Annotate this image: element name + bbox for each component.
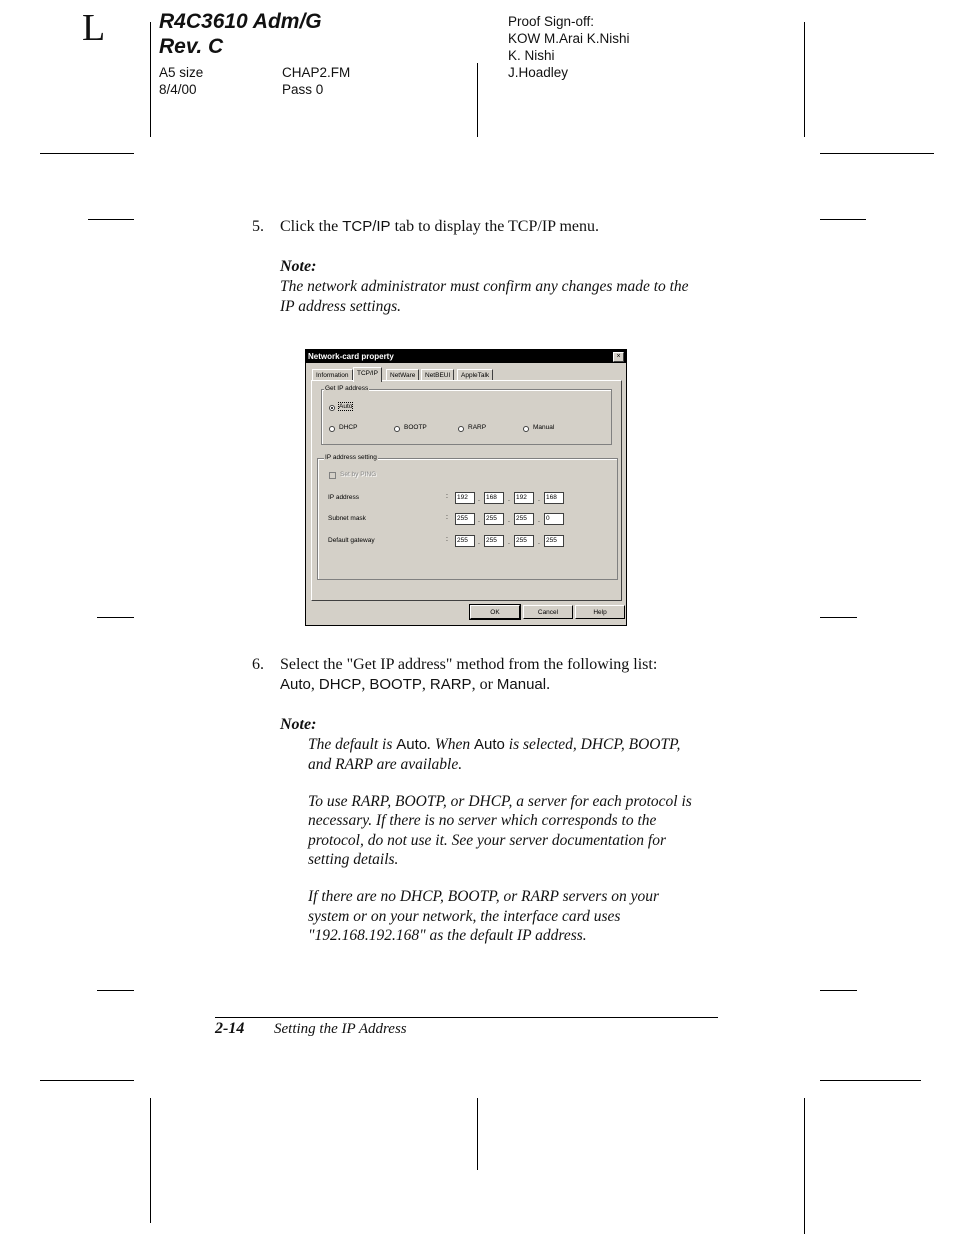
radio-label-bootp: BOOTP [404,424,427,431]
radio-rarp[interactable] [458,426,464,432]
proof-line: KOW M.Arai K.Nishi [508,31,630,46]
step-text: Click the [280,218,343,235]
running-footer: Setting the IP Address [274,1021,407,1037]
step-number: 6. [252,656,264,673]
tab-netbeui[interactable]: NetBEUI [421,369,454,381]
gateway-octet-input[interactable]: 255 [455,535,475,547]
term-dhcp: DHCP [318,676,362,693]
tcpip-panel [311,380,622,601]
ip-address-label: IP address [328,494,359,501]
note-line: IP address settings. [280,297,401,315]
subnet-octet-input[interactable]: 255 [484,513,504,525]
page-size: A5 size [159,65,204,80]
note-body [280,277,689,316]
note-line: To use RARP, BOOTP, or DHCP, a server for each protocol is [308,792,692,810]
step-line: Select the "Get IP address" method from the following list: [280,656,658,673]
tab-appletalk[interactable]: AppleTalk [457,369,493,381]
note-line: system or on your network, the interface card uses [308,907,621,925]
step-line [280,675,657,695]
ip-octet-input[interactable]: 168 [484,492,504,504]
tab-netware[interactable]: NetWare [386,369,419,381]
term-manual: Manual [496,676,547,693]
proof-line: K. Nishi [508,48,555,63]
gateway-octet-input[interactable]: 255 [544,535,564,547]
note-text: is selected, DHCP, BOOTP, [504,736,681,753]
note-body [308,735,692,946]
get-ip-group [321,389,612,445]
separator: , [421,676,430,693]
radio-auto[interactable] [329,405,335,411]
radio-bootp[interactable] [394,426,400,432]
default-gateway-label: Default gateway [328,537,375,544]
note-text: . When [427,736,475,753]
colon: : [446,536,448,543]
tab-information[interactable]: Information [312,369,353,381]
crop-mark [150,1098,151,1223]
note-line: The network administrator must confirm any changes made to the [280,278,689,295]
dot-separator: . [478,517,480,524]
pass-number: Pass 0 [282,82,324,97]
note-text: The default is [308,736,397,753]
group-label: Get IP address [325,385,369,392]
radio-label-rarp: RARP [468,424,487,431]
dot-separator: . [538,539,540,546]
crop-mark [477,63,478,137]
dot-separator: . [478,496,480,503]
period: . [546,676,551,693]
subnet-octet-input[interactable]: 255 [455,513,475,525]
ip-octet-input[interactable]: 192 [455,492,475,504]
note-heading: Note: [280,716,317,733]
gateway-octet-input[interactable]: 255 [514,535,534,547]
network-card-dialog [305,349,627,626]
radio-label-auto: Auto [339,403,353,410]
step-text: tab to display the TCP/IP menu. [390,218,599,235]
set-by-ping-label: Set by PING [340,471,377,478]
dot-separator: . [478,539,480,546]
term-auto: Auto [280,676,311,693]
separator: , [361,676,370,693]
crop-mark [97,990,134,991]
subnet-mask-label: Subnet mask [328,515,366,522]
revision-line: Rev. C [159,35,224,58]
colon: : [446,514,448,521]
cancel-button[interactable]: Cancel [523,605,573,619]
corner-letter: L [82,7,106,49]
proof-signoff [508,13,630,81]
crop-mark [40,153,134,154]
crop-mark [804,22,805,137]
radio-label-manual: Manual [533,424,555,431]
crop-mark [97,617,134,618]
ip-octet-input[interactable]: 168 [544,492,564,504]
dot-separator: . [508,496,510,503]
colon: : [446,493,448,500]
set-by-ping-checkbox[interactable] [329,472,336,479]
document-title [159,9,322,59]
radio-dhcp[interactable] [329,426,335,432]
crop-mark [477,1098,478,1170]
note-line [308,735,692,755]
dot-separator: . [508,539,510,546]
tab-term: TCP/IP [342,218,391,235]
note-line: setting details. [308,851,399,868]
radio-manual[interactable] [523,426,529,432]
crop-mark [820,1080,921,1081]
note-line: "192.168.192.168" as the default IP address. [308,927,587,944]
crop-mark [150,22,151,137]
crop-mark [820,153,934,154]
step-number: 5. [252,218,264,235]
dot-separator: . [508,517,510,524]
separator: , or [471,676,497,693]
term-auto: Auto [396,736,428,753]
crop-mark [88,219,134,220]
note-line: necessary. If there is no server which corresponds to the [308,812,657,829]
footer-rule [215,1017,718,1018]
ip-octet-input[interactable]: 192 [514,492,534,504]
radio-label-dhcp: DHCP [339,424,358,431]
print-date: 8/4/00 [159,82,197,97]
subnet-octet-input[interactable]: 0 [544,513,564,525]
dot-separator: . [538,496,540,503]
proof-line: J.Hoadley [508,65,569,80]
note-line: If there are no DHCP, BOOTP, or RARP servers on your [308,888,660,905]
step-5-text [280,217,599,237]
term-rarp: RARP [429,676,472,693]
subnet-octet-input[interactable]: 255 [514,513,534,525]
close-icon[interactable]: × [613,352,624,362]
proof-label: Proof Sign-off: [508,14,595,29]
step-6-text [280,655,657,695]
tab-tcpip[interactable]: TCP/IP [353,367,382,382]
group-label: IP address setting [325,454,377,461]
file-name: CHAP2.FM [282,65,351,80]
dialog-title: Network-card property [306,350,626,363]
crop-mark [820,617,857,618]
gateway-octet-input[interactable]: 255 [484,535,504,547]
crop-mark [40,1080,134,1081]
crop-mark [820,990,857,991]
crop-mark [820,219,866,220]
title-line: R4C3610 Adm/G [159,10,322,33]
separator: , [310,676,319,693]
term-auto: Auto [474,736,505,753]
dot-separator: . [538,517,540,524]
note-line: protocol, do not use it. See your server documentation for [308,831,667,849]
crop-mark [804,1098,805,1234]
page-number: 2-14 [215,1020,245,1037]
note-heading: Note: [280,258,317,275]
ok-button[interactable]: OK [470,605,520,619]
term-bootp: BOOTP [369,676,422,693]
note-line: and RARP are available. [308,755,463,773]
help-button[interactable]: Help [575,605,625,619]
